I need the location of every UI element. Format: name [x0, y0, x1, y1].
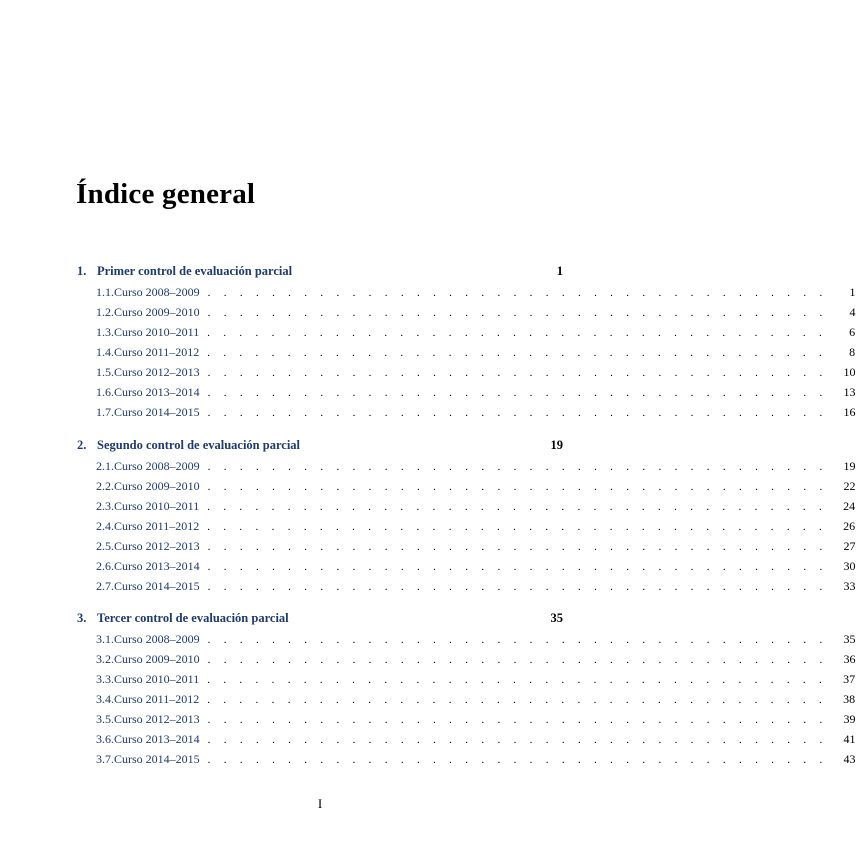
dot-leader: . . . . . . . . . . . . . . . . . . . . . . . . . . . . . . . . . . . . . . . — [207, 674, 828, 686]
dot-leader: . . . . . . . . . . . . . . . . . . . . . . . . . . . . . . . . . . . . . . . — [207, 580, 828, 593]
dot-leader: . . . . . . . . . . . . . . . . . . . . . . . . . . . . . . . . . . . . . . . — [207, 460, 828, 473]
toc-section-link[interactable] — [77, 385, 856, 405]
section-page-number: 30 — [843, 558, 856, 573]
toc-section-link[interactable] — [77, 305, 856, 325]
section-title: Curso 2013–2014 — [114, 558, 200, 573]
section-page-number: 39 — [843, 712, 856, 726]
dot-leader: . . . . . . . . . . . . . . . . . . . . . . . . . . . . . . . . . . . . . . . — [207, 754, 828, 766]
section-number: 1.5. — [96, 365, 114, 379]
chapter-title: Tercer control de evaluación parcial — [97, 611, 289, 625]
section-title: Curso 2010–2011 — [114, 325, 200, 339]
chapter-page-number: 1 — [556, 264, 563, 278]
dot-leader: . . . . . . . . . . . . . . . . . . . . . . . . . . . . . . . . . . . . . . . — [207, 347, 828, 359]
section-title: Curso 2009–2010 — [114, 652, 200, 666]
dot-leader: . . . . . . . . . . . . . . . . . . . . . . . . . . . . . . . . . . . . . . . — [207, 654, 828, 666]
dot-leader: . . . . . . . . . . . . . . . . . . . . . . . . . . . . . . . . . . . . . . . — [207, 480, 828, 493]
section-title: Curso 2012–2013 — [114, 538, 200, 553]
section-number: 2.7. — [96, 578, 114, 593]
section-title: Curso 2011–2012 — [114, 692, 200, 706]
dot-leader: . . . . . . . . . . . . . . . . . . . . . . . . . . . . . . . . . . . . . . . — [207, 307, 828, 319]
section-title: Curso 2013–2014 — [114, 385, 200, 399]
dot-leader: . . . . . . . . . . . . . . . . . . . . . . . . . . . . . . . . . . . . . . . — [207, 560, 828, 573]
toc-section-link[interactable] — [77, 365, 856, 385]
section-title: Curso 2014–2015 — [114, 405, 200, 419]
toc-section-link[interactable] — [77, 538, 856, 559]
dot-leader: . . . . . . . . . . . . . . . . . . . . . . . . . . . . . . . . . . . . . . . — [207, 540, 828, 553]
section-number: 1.4. — [96, 345, 114, 359]
section-number: 3.2. — [96, 652, 114, 666]
toc-section-link[interactable] — [77, 458, 856, 479]
table-of-contents — [77, 264, 856, 785]
section-number: 2.5. — [96, 538, 114, 553]
section-title: Curso 2010–2011 — [114, 672, 200, 686]
section-title: Curso 2014–2015 — [114, 752, 200, 766]
chapter-title: Primer control de evaluación parcial — [97, 264, 293, 278]
dot-leader: . . . . . . . . . . . . . . . . . . . . . . . . . . . . . . . . . . . . . . . — [207, 500, 828, 513]
toc-section-link[interactable] — [77, 692, 856, 712]
section-number: 3.5. — [96, 712, 114, 726]
section-page-number: 16 — [843, 405, 856, 419]
section-page-number: 19 — [843, 458, 856, 473]
toc-section-link[interactable] — [77, 732, 856, 752]
section-number: 1.1. — [96, 285, 114, 299]
toc-chapter-1 — [77, 264, 856, 425]
toc-section-link[interactable] — [77, 752, 856, 772]
section-page-number: 43 — [843, 752, 856, 766]
section-number: 1.3. — [96, 325, 114, 339]
section-title: Curso 2012–2013 — [114, 365, 200, 379]
dot-leader: . . . . . . . . . . . . . . . . . . . . . . . . . . . . . . . . . . . . . . . — [207, 634, 828, 646]
section-title: Curso 2008–2009 — [114, 458, 200, 473]
dot-leader: . . . . . . . . . . . . . . . . . . . . . . . . . . . . . . . . . . . . . . . — [207, 287, 828, 299]
toc-section-link[interactable] — [77, 712, 856, 732]
toc-section-link[interactable] — [77, 405, 856, 425]
section-number: 3.4. — [96, 692, 114, 706]
section-number: 2.4. — [96, 518, 114, 533]
toc-section-link[interactable] — [77, 345, 856, 365]
section-title: Curso 2013–2014 — [114, 732, 200, 746]
section-page-number: 6 — [849, 325, 856, 339]
dot-leader: . . . . . . . . . . . . . . . . . . . . . . . . . . . . . . . . . . . . . . . — [207, 734, 828, 746]
section-page-number: 8 — [849, 345, 856, 359]
section-number: 3.6. — [96, 732, 114, 746]
dot-leader: . . . . . . . . . . . . . . . . . . . . . . . . . . . . . . . . . . . . . . . — [207, 407, 828, 419]
section-page-number: 41 — [843, 732, 856, 746]
section-title: Curso 2011–2012 — [114, 518, 200, 533]
toc-section-link[interactable] — [77, 632, 856, 652]
toc-section-link[interactable] — [77, 672, 856, 692]
section-number: 1.6. — [96, 385, 114, 399]
toc-chapter-2 — [77, 437, 856, 599]
toc-section-link[interactable] — [77, 558, 856, 579]
section-title: Curso 2008–2009 — [114, 285, 200, 299]
dot-leader: . . . . . . . . . . . . . . . . . . . . . . . . . . . . . . . . . . . . . . . — [207, 714, 828, 726]
section-number: 2.6. — [96, 558, 114, 573]
chapter-number: 3. — [77, 611, 87, 625]
section-page-number: 35 — [843, 632, 856, 646]
section-page-number: 26 — [843, 518, 856, 533]
section-title: Curso 2009–2010 — [114, 305, 200, 319]
section-page-number: 10 — [843, 365, 856, 379]
section-page-number: 33 — [843, 578, 856, 593]
toc-section-link[interactable] — [77, 325, 856, 345]
toc-chapter-link[interactable] — [77, 264, 563, 285]
toc-section-link[interactable] — [77, 518, 856, 539]
dot-leader: . . . . . . . . . . . . . . . . . . . . . . . . . . . . . . . . . . . . . . . — [207, 520, 828, 533]
section-number: 2.3. — [96, 498, 114, 513]
section-number: 3.7. — [96, 752, 114, 766]
section-page-number: 37 — [843, 672, 856, 686]
section-number: 2.1. — [96, 458, 114, 473]
toc-section-link[interactable] — [77, 578, 856, 599]
dot-leader: . . . . . . . . . . . . . . . . . . . . . . . . . . . . . . . . . . . . . . . — [207, 694, 828, 706]
section-number: 3.3. — [96, 672, 114, 686]
section-page-number: 4 — [849, 305, 856, 319]
toc-section-link[interactable] — [77, 652, 856, 672]
section-page-number: 36 — [843, 652, 856, 666]
section-number: 3.1. — [96, 632, 114, 646]
toc-chapter-3 — [77, 611, 856, 772]
section-page-number: 1 — [849, 285, 856, 299]
chapter-page-number: 35 — [550, 611, 563, 625]
chapter-number: 1. — [77, 264, 87, 278]
page-footer-number: I — [317, 796, 323, 811]
section-page-number: 27 — [843, 538, 856, 553]
toc-chapter-link[interactable] — [77, 438, 563, 459]
toc-section-link[interactable] — [77, 498, 856, 519]
dot-leader: . . . . . . . . . . . . . . . . . . . . . . . . . . . . . . . . . . . . . . . — [207, 387, 828, 399]
section-number: 1.7. — [96, 405, 114, 419]
chapter-number: 2. — [77, 437, 87, 452]
page-title: Índice general — [76, 178, 256, 210]
section-page-number: 38 — [843, 692, 856, 706]
toc-section-link[interactable] — [77, 285, 856, 305]
chapter-title: Segundo control de evaluación parcial — [97, 437, 301, 452]
section-number: 1.2. — [96, 305, 114, 319]
section-title: Curso 2010–2011 — [114, 498, 200, 513]
section-title: Curso 2008–2009 — [114, 632, 200, 646]
section-title: Curso 2014–2015 — [114, 578, 200, 593]
section-title: Curso 2009–2010 — [114, 478, 200, 493]
section-title: Curso 2011–2012 — [114, 345, 200, 359]
dot-leader: . . . . . . . . . . . . . . . . . . . . . . . . . . . . . . . . . . . . . . . — [207, 327, 828, 339]
section-number: 2.2. — [96, 478, 114, 493]
section-page-number: 22 — [843, 478, 856, 493]
section-page-number: 13 — [843, 385, 856, 399]
section-title: Curso 2012–2013 — [114, 712, 200, 726]
section-page-number: 24 — [843, 498, 856, 513]
dot-leader: . . . . . . . . . . . . . . . . . . . . . . . . . . . . . . . . . . . . . . . — [207, 367, 828, 379]
toc-section-link[interactable] — [77, 478, 856, 499]
toc-chapter-link[interactable] — [77, 611, 563, 632]
chapter-page-number: 19 — [550, 437, 563, 452]
